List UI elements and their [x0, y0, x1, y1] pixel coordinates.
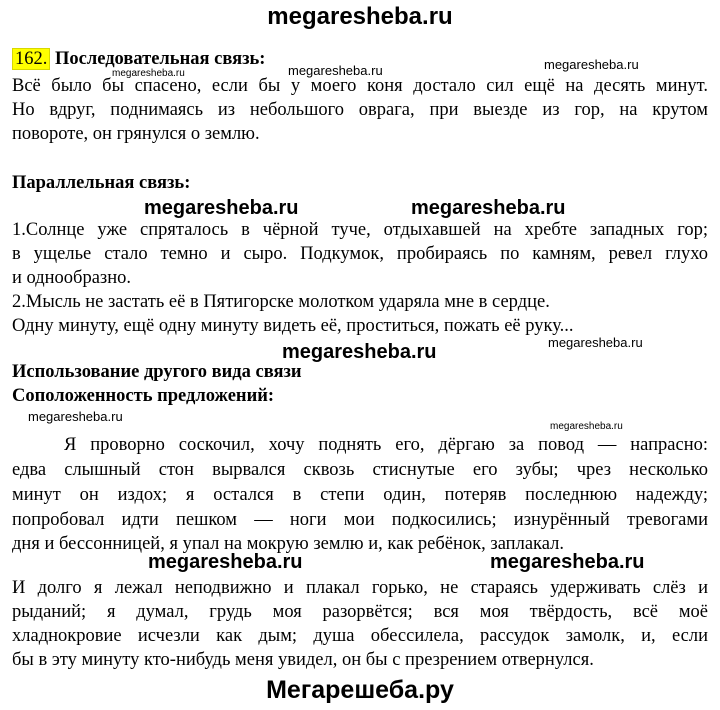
- heading-text: Последовательная связь:: [55, 49, 266, 69]
- text-line: 2.Мысль не застать её в Пятигорске молотком ударяла мне в сердце.: [12, 292, 550, 312]
- watermark: megaresheba.ru: [112, 68, 185, 79]
- text-line: 1.Солнце уже спряталось в чёрной туче, отдыхавшей на хребте западных гор;: [12, 220, 708, 240]
- section-heading-juxtaposition: Соположенность предложений:: [12, 386, 275, 406]
- text-line: рыданий; я думал, грудь моя разорвётся; вся моя твёрдость, всё моё: [12, 602, 708, 622]
- site-footer-title: Мегарешеба.ру: [266, 676, 454, 704]
- text-line: И долго я лежал неподвижно и плакал горько, не стараясь удерживать слёз и: [12, 578, 708, 598]
- text-line: [12, 433, 708, 457]
- watermark: megaresheba.ru: [548, 335, 643, 350]
- section-heading-parallel: Параллельная связь:: [12, 173, 191, 193]
- text-line-content: Я проворно соскочил, хочу поднять его, дёргаю за повод — напрасно:: [64, 435, 708, 455]
- text-line: дня и бессонницей, я упал на мокрую землю и, как ребёнок, заплакал.: [12, 534, 564, 554]
- watermark: megaresheba.ru: [288, 63, 383, 78]
- text-line: хладнокровие исчезли как дым; душа обессилела, рассудок замолк, и, если: [12, 626, 708, 646]
- watermark: megaresheba.ru: [148, 551, 303, 573]
- section-heading-other-link: Использование другого вида связи: [12, 362, 302, 382]
- site-header-title: megaresheba.ru: [267, 3, 453, 30]
- text-line: в ущелье стало темно и сыро. Подкумок, пробираясь по камням, ревел глухо: [12, 244, 708, 264]
- watermark: megaresheba.ru: [28, 409, 123, 424]
- text-line: Но вдруг, поднимаясь из небольшого оврага, при выезде из гор, на крутом: [12, 100, 708, 120]
- text-line: повороте, он грянулся о землю.: [12, 124, 260, 144]
- watermark: megaresheba.ru: [144, 197, 299, 219]
- watermark: megaresheba.ru: [550, 421, 623, 432]
- text-line: бы в эту минуту кто-нибудь меня увидел, он бы с презрением отвернулся.: [12, 650, 594, 670]
- watermark: megaresheba.ru: [490, 551, 645, 573]
- text-line: минут он издох; я остался в степи один, потеряв последнюю надежду;: [12, 485, 708, 505]
- text-line: попробовал идти пешком — ноги мои подкосились; изнурённый тревогами: [12, 510, 708, 530]
- text-line: Всё было бы спасено, если бы у моего коня достало сил ещё на десять минут.: [12, 76, 708, 96]
- watermark: megaresheba.ru: [544, 57, 639, 72]
- exercise-number: 162.: [12, 48, 50, 70]
- text-line: и однообразно.: [12, 268, 132, 288]
- text-line: едва слышный стон вырвался сквозь стиснутые его зубы; чрез несколько: [12, 460, 708, 480]
- watermark: megaresheba.ru: [411, 197, 566, 219]
- watermark: megaresheba.ru: [282, 341, 437, 363]
- text-line: Одну минуту, ещё одну минуту видеть её, проститься, пожать её руку...: [12, 316, 574, 336]
